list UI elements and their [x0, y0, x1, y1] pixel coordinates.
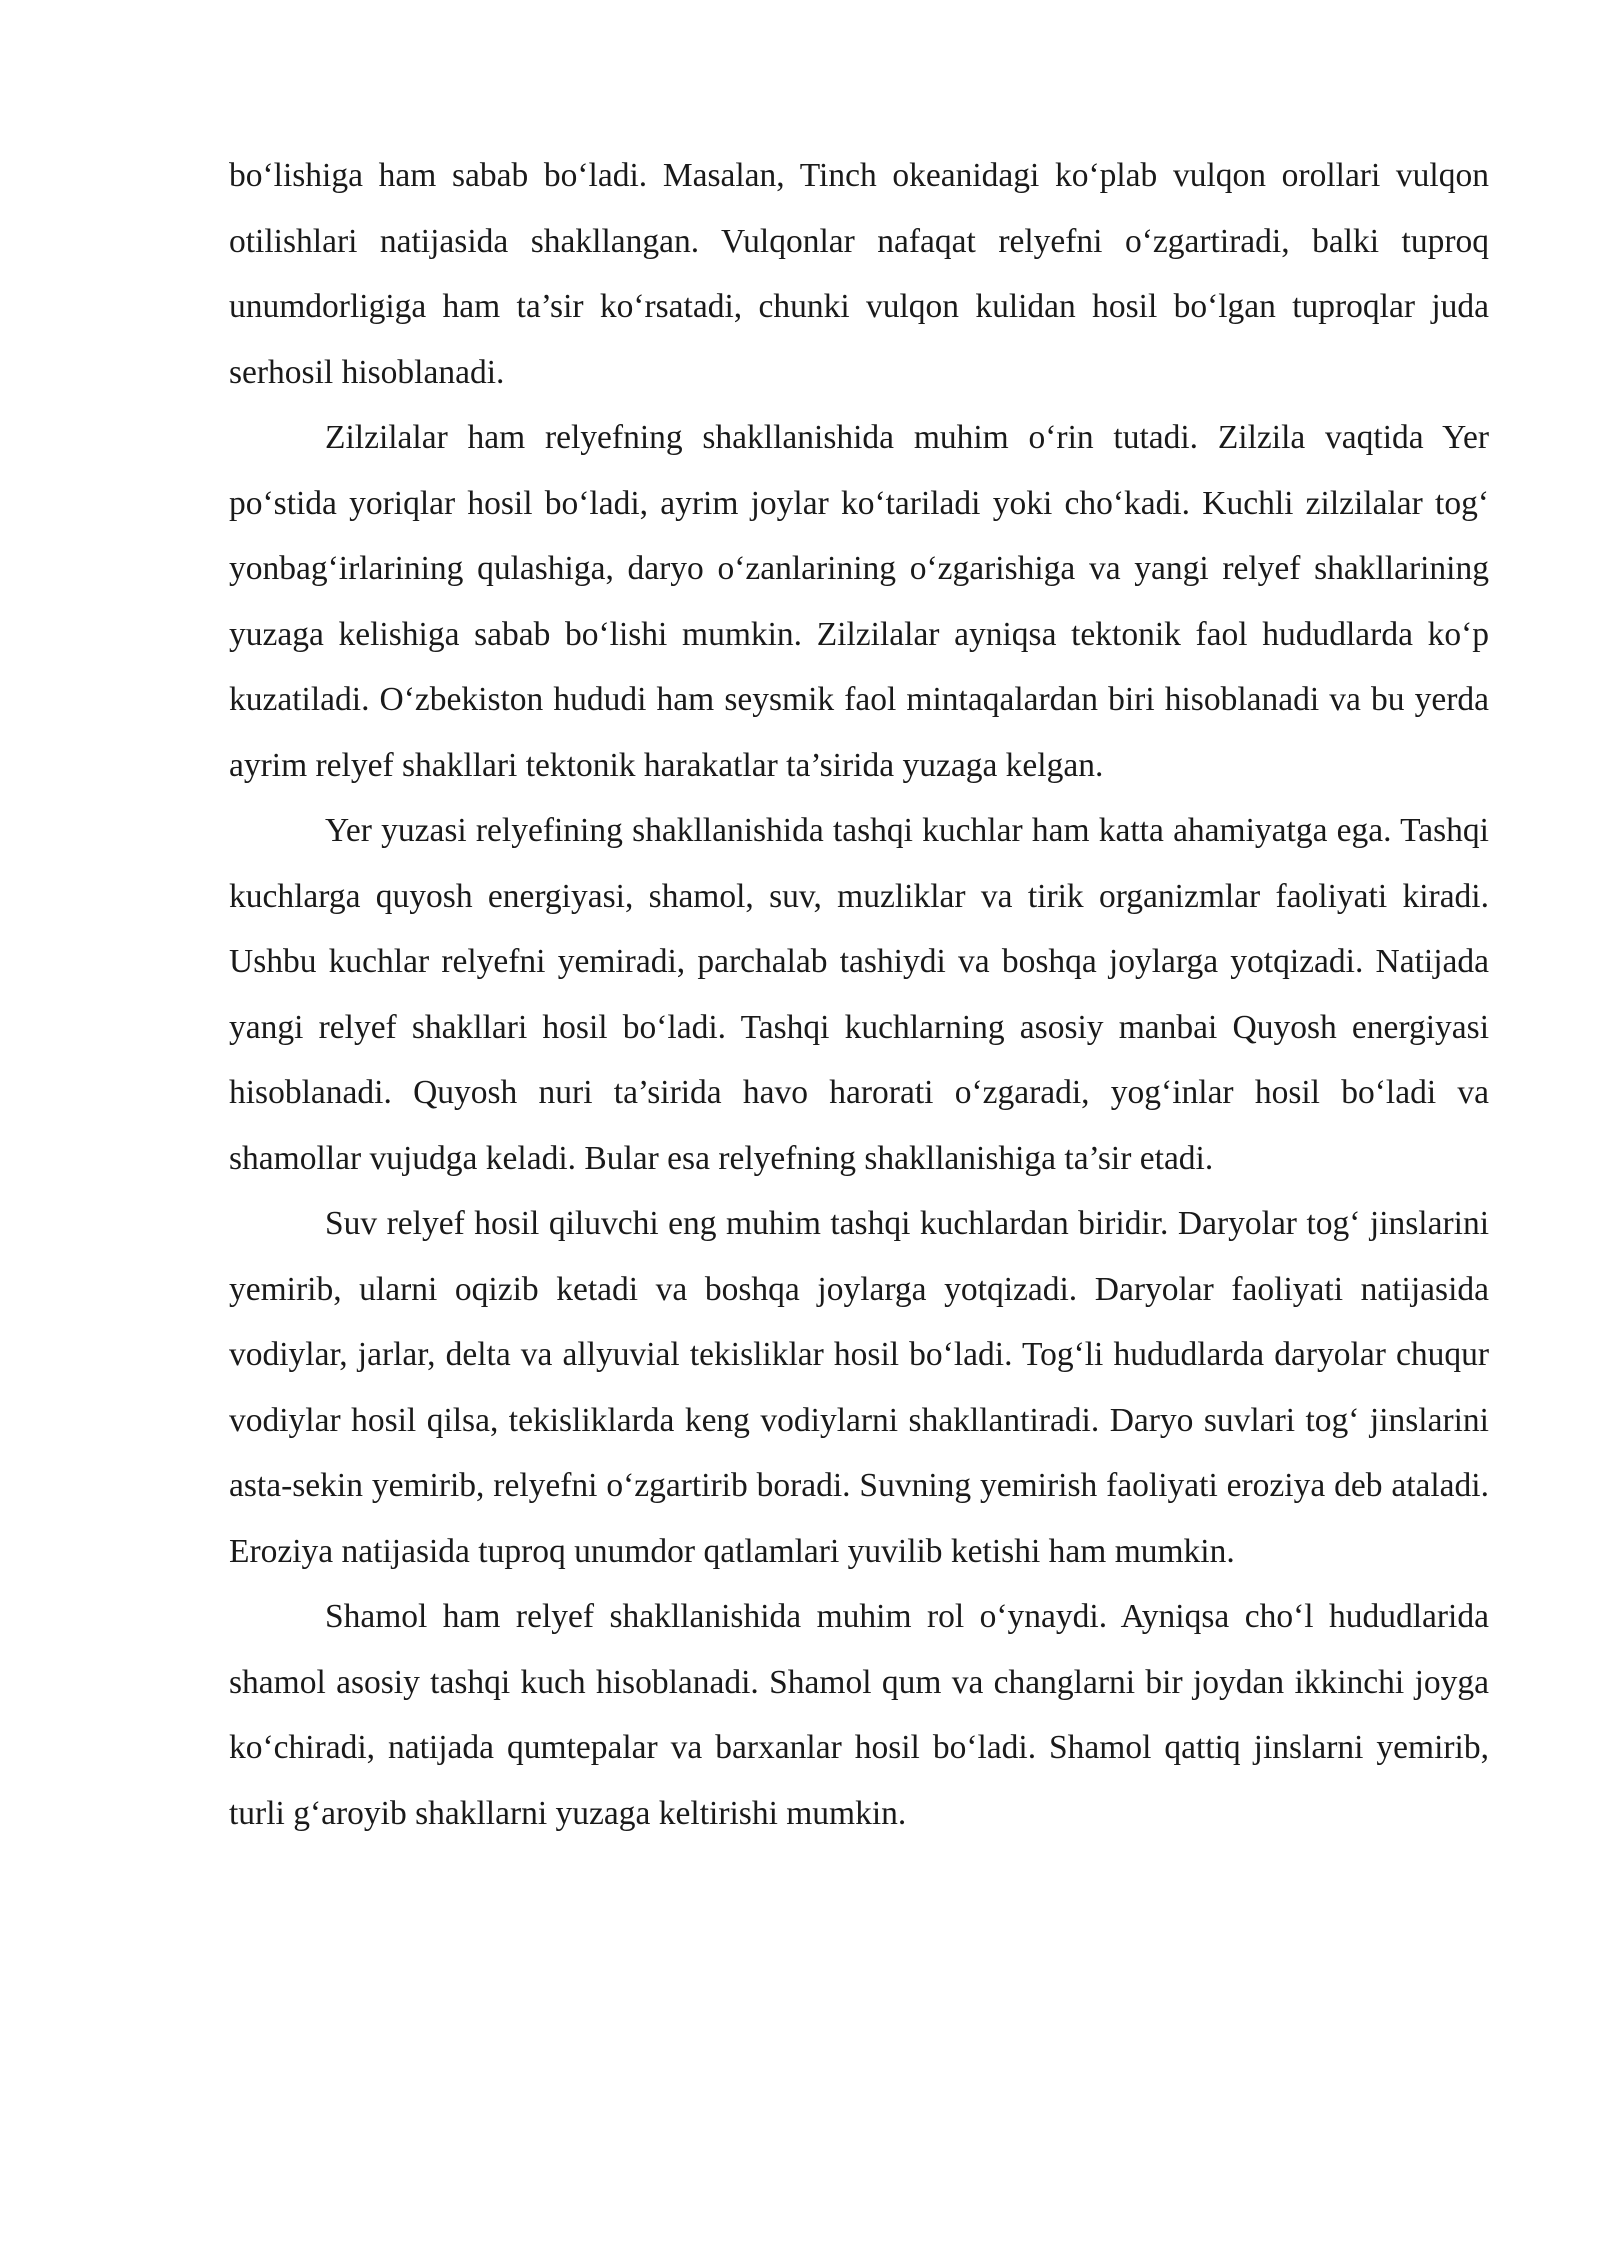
paragraph-external-forces: Yer yuzasi relyefining shakllanishida tashqi kuchlar ham katta ahamiyatga ega. Tashqi kuchlarga quyosh energiyasi, shamol, suv, muzliklar va tirik organizmlar faoliyati kiradi. Ushbu kuchlar relyefni yemiradi, parchalab tashiydi va boshqa joylarga yotqizadi. Natijada yangi relyef shakllari hosil bo‘ladi. Tashqi kuchlarning asosiy manbai Quyosh energiyasi hisoblanadi. Quyosh nuri ta’sirida havo harorati o‘zgaradi, yog‘inlar hosil bo‘ladi va shamollar vujudga keladi. Bular esa relyefning shakllanishiga ta’sir etadi.	[229, 812, 1489, 1177]
paragraph-volcano-islands: bo‘lishiga ham sabab bo‘ladi. Masalan, Tinch okeanidagi ko‘plab vulqon orollari vulqon otilishlari natijasida shakllangan. Vulqonlar nafaqat relyefni o‘zgartiradi, balki tuproq unumdorligiga ham ta’sir ko‘rsatadi, chunki vulqon kulidan hosil bo‘lgan tuproqlar juda serhosil hisoblanadi.	[229, 157, 1489, 391]
document-body	[229, 143, 1489, 1846]
paragraph-wind: Shamol ham relyef shakllanishida muhim rol o‘ynaydi. Ayniqsa cho‘l hududlarida shamol asosiy tashqi kuch hisoblanadi. Shamol qum va changlarni bir joydan ikkinchi joyga ko‘chiradi, natijada qumtepalar va barxanlar hosil bo‘ladi. Shamol qattiq jinslarni yemirib, turli g‘aroyib shakllarni yuzaga keltirishi mumkin.	[229, 1598, 1489, 1832]
paragraph-earthquakes: Zilzilalar ham relyefning shakllanishida muhim o‘rin tutadi. Zilzila vaqtida Yer po‘stida yoriqlar hosil bo‘ladi, ayrim joylar ko‘tariladi yoki cho‘kadi. Kuchli zilzilalar tog‘ yonbag‘irlarining qulashiga, daryo o‘zanlarining o‘zgarishiga va yangi relyef shakllarining yuzaga kelishiga sabab bo‘lishi mumkin. Zilzilalar ayniqsa tektonik faol hududlarda ko‘p kuzatiladi. O‘zbekiston hududi ham seysmik faol mintaqalardan biri hisoblanadi va bu yerda ayrim relyef shakllari tektonik harakatlar ta’sirida yuzaga kelgan.	[229, 419, 1489, 784]
paragraph-water-erosion: Suv relyef hosil qiluvchi eng muhim tashqi kuchlardan biridir. Daryolar tog‘ jinslarini yemirib, ularni oqizib ketadi va boshqa joylarga yotqizadi. Daryolar faoliyati natijasida vodiylar, jarlar, delta va allyuvial tekisliklar hosil bo‘ladi. Tog‘li hududlarda daryolar chuqur vodiylar hosil qilsa, tekisliklarda keng vodiylarni shakllantiradi. Daryo suvlari tog‘ jinslarini asta-sekin yemirib, relyefni o‘zgartirib boradi. Suvning yemirish faoliyati eroziya deb ataladi. Eroziya natijasida tuproq unumdor qatlamlari yuvilib ketishi ham mumkin.	[229, 1205, 1489, 1570]
